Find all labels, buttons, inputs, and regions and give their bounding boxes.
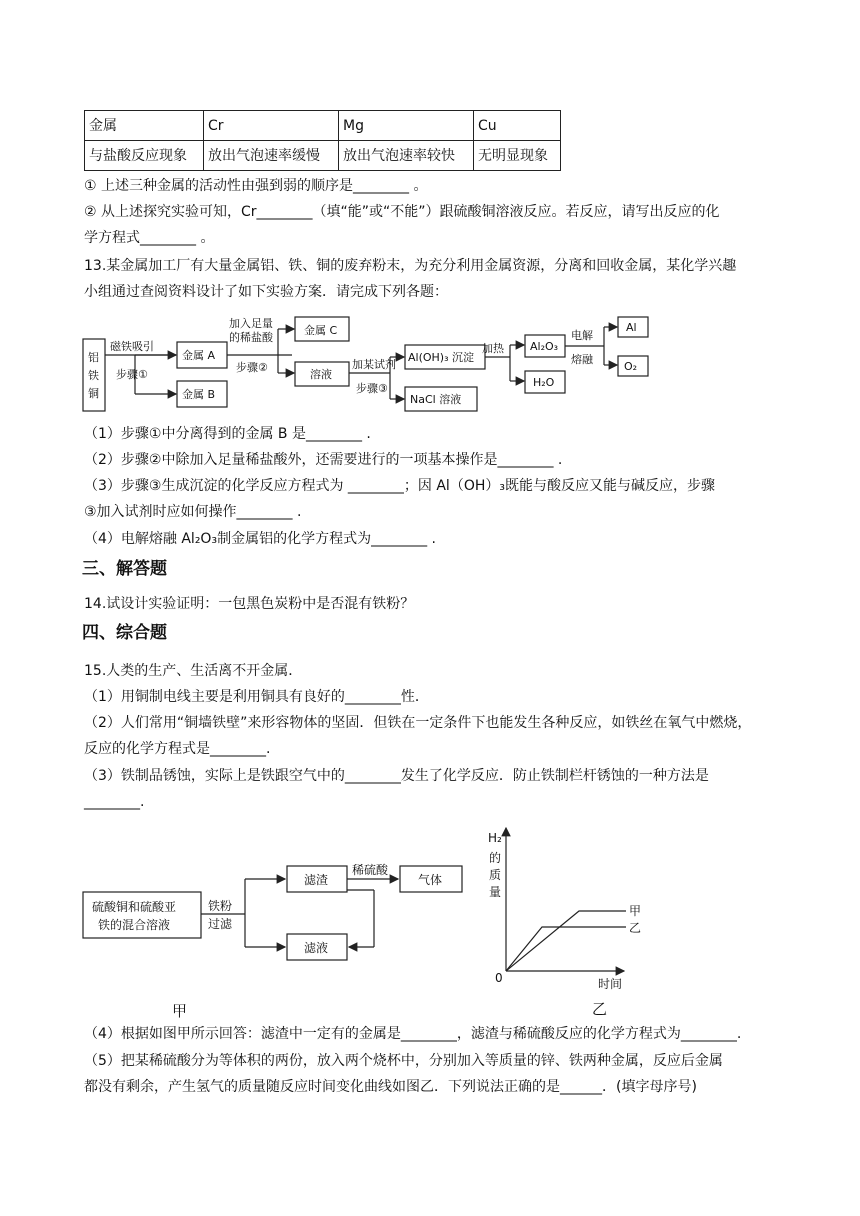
metal-reaction-table xyxy=(84,110,561,171)
table-row xyxy=(85,111,561,141)
q15-part3-cont: ________. xyxy=(84,794,145,810)
iron-label-2: 过滤 xyxy=(208,917,233,931)
y-label-3: 质 xyxy=(489,868,502,882)
series-yi-label: 乙 xyxy=(629,921,642,935)
electrolysis-bottom-label: 熔融 xyxy=(571,353,593,366)
series-jia-label: 甲 xyxy=(629,904,642,918)
q13-part2: （2）步骤②中除加入足量稀盐酸外，还需要进行的一项基本操作是________ . xyxy=(84,452,563,468)
q13-part1: （1）步骤①中分离得到的金属 B 是________ . xyxy=(84,426,371,442)
h2o-label: H₂O xyxy=(533,376,555,389)
section-heading-3: 三、解答题 xyxy=(82,559,167,579)
q13-part4: （4）电解熔融 Al₂O₃制金属铝的化学方程式为________ . xyxy=(84,531,436,547)
table-cell: Mg xyxy=(339,111,474,141)
filtrate-label: 滤液 xyxy=(304,941,329,955)
q12-part2: ② 从上述探究实验可知，Cr________（填“能”或“不能”）跟硫酸铜溶液反应。若反应，请写出反应的化 xyxy=(84,204,720,220)
table-cell: Cr xyxy=(204,111,339,141)
series-jia-line xyxy=(506,911,626,971)
start-label-1: 铝 xyxy=(88,351,99,364)
start-label-2: 铁 xyxy=(88,369,99,382)
nacl-label: NaCl 溶液 xyxy=(410,393,462,406)
q12-part1: ① 上述三种金属的活动性由强到弱的顺序是________ 。 xyxy=(84,178,428,194)
residue-label: 滤渣 xyxy=(304,873,329,887)
metal-a-label: 金属 A xyxy=(182,349,216,362)
hydrogen-mass-graph xyxy=(486,826,666,1006)
start-label-3: 铜 xyxy=(88,387,99,400)
q15-part2-cont: 反应的化学方程式是________. xyxy=(84,741,271,757)
q13-stem-cont: 小组通过查阅资料设计了如下实验方案．请完成下列各题： xyxy=(84,284,448,300)
q13-stem: 13.某金属加工厂有大量金属铝、铁、铜的废弃粉末，为充分利用金属资源，分离和回收金属，某化学兴趣 xyxy=(84,258,737,274)
solution-label: 溶液 xyxy=(310,368,332,381)
o2-label: O₂ xyxy=(624,360,638,373)
q12-part2-cont: 学方程式________ 。 xyxy=(84,230,215,246)
table-cell: 金属 xyxy=(85,111,204,141)
step2-bottom-label: 步骤② xyxy=(236,361,268,374)
figure-yi-caption: 乙 xyxy=(592,1000,608,1018)
recycling-flowchart xyxy=(82,315,652,415)
heat-label: 加热 xyxy=(482,342,504,355)
table-cell: 放出气泡速率较快 xyxy=(339,141,474,171)
step3-top-label: 加某试剂 xyxy=(352,358,396,371)
series-yi-line xyxy=(506,927,626,971)
q15-part5-cont: 都没有剩余，产生氢气的质量随反应时间变化曲线如图乙．下列说法正确的是______．(填字母序号) xyxy=(84,1079,697,1095)
iron-label-1: 铁粉 xyxy=(208,899,233,913)
q13-part3: （3）步骤③生成沉淀的化学反应方程式为 ________；因 Al（OH）₃既能与酸反应又能与碱反应，步骤 xyxy=(84,478,715,494)
table-cell: 放出气泡速率缓慢 xyxy=(204,141,339,171)
step3-bottom-label: 步骤③ xyxy=(356,382,388,395)
acid-label: 稀硫酸 xyxy=(352,863,389,877)
al-label: Al xyxy=(626,321,637,334)
gas-label: 气体 xyxy=(418,873,443,887)
q15-stem: 15.人类的生产、生活离不开金属． xyxy=(84,663,303,679)
precipitate-label: Al(OH)₃ 沉淀 xyxy=(408,351,474,364)
section-heading-4: 四、综合题 xyxy=(82,623,167,643)
q15-part5: （5）把某稀硫酸分为等体积的两份，放入两个烧杯中，分别加入等质量的锌、铁两种金属，反应后金属 xyxy=(84,1053,723,1069)
q15-part1: （1）用铜制电线主要是利用铜具有良好的________性． xyxy=(84,689,429,705)
table-cell: 无明显现象 xyxy=(474,141,561,171)
metal-c-label: 金属 C xyxy=(304,324,338,337)
electrolysis-top-label: 电解 xyxy=(571,329,593,342)
table-row xyxy=(85,141,561,171)
q15-part2: （2）人们常用“铜墙铁壁”来形容物体的坚固．但铁在一定条件下也能发生各种反应，如铁丝在氧气中燃烧， xyxy=(84,715,752,731)
metal-b-label: 金属 B xyxy=(182,388,216,401)
y-label-4: 量 xyxy=(489,885,502,899)
q15-part3: （3）铁制品锈蚀，实际上是铁跟空气中的________发生了化学反应．防止铁制栏杆锈蚀的一种方法是 xyxy=(84,768,709,784)
q13-part3-cont: ③加入试剂时应如何操作________ . xyxy=(84,504,302,520)
step1-top-label: 磁铁吸引 xyxy=(110,340,154,353)
figure-jia-caption: 甲 xyxy=(172,1002,188,1020)
step1-bottom-label: 步骤① xyxy=(116,368,148,381)
x-axis-label: 时间 xyxy=(598,977,623,991)
y-label-2: 的 xyxy=(489,851,502,865)
mixture-label-2: 铁的混合溶液 xyxy=(98,918,171,932)
al2o3-label: Al₂O₃ xyxy=(530,340,559,353)
step2-top-label-1: 加入足量 xyxy=(229,317,273,330)
q14-text: 14.试设计实验证明：一包黑色炭粉中是否混有铁粉？ xyxy=(84,596,415,612)
mixture-label-1: 硫酸铜和硫酸亚 xyxy=(92,900,177,914)
y-label-1: H₂ xyxy=(488,831,502,845)
step2-top-label-2: 的稀盐酸 xyxy=(229,331,273,344)
q15-part4: （4）根据如图甲所示回答：滤渣中一定有的金属是________，滤渣与稀硫酸反应的化学方程式为________. xyxy=(84,1026,742,1042)
filtration-flowchart xyxy=(82,830,472,975)
table-cell: Cu xyxy=(474,111,561,141)
origin-label: 0 xyxy=(495,971,503,985)
table-cell: 与盐酸反应现象 xyxy=(85,141,204,171)
